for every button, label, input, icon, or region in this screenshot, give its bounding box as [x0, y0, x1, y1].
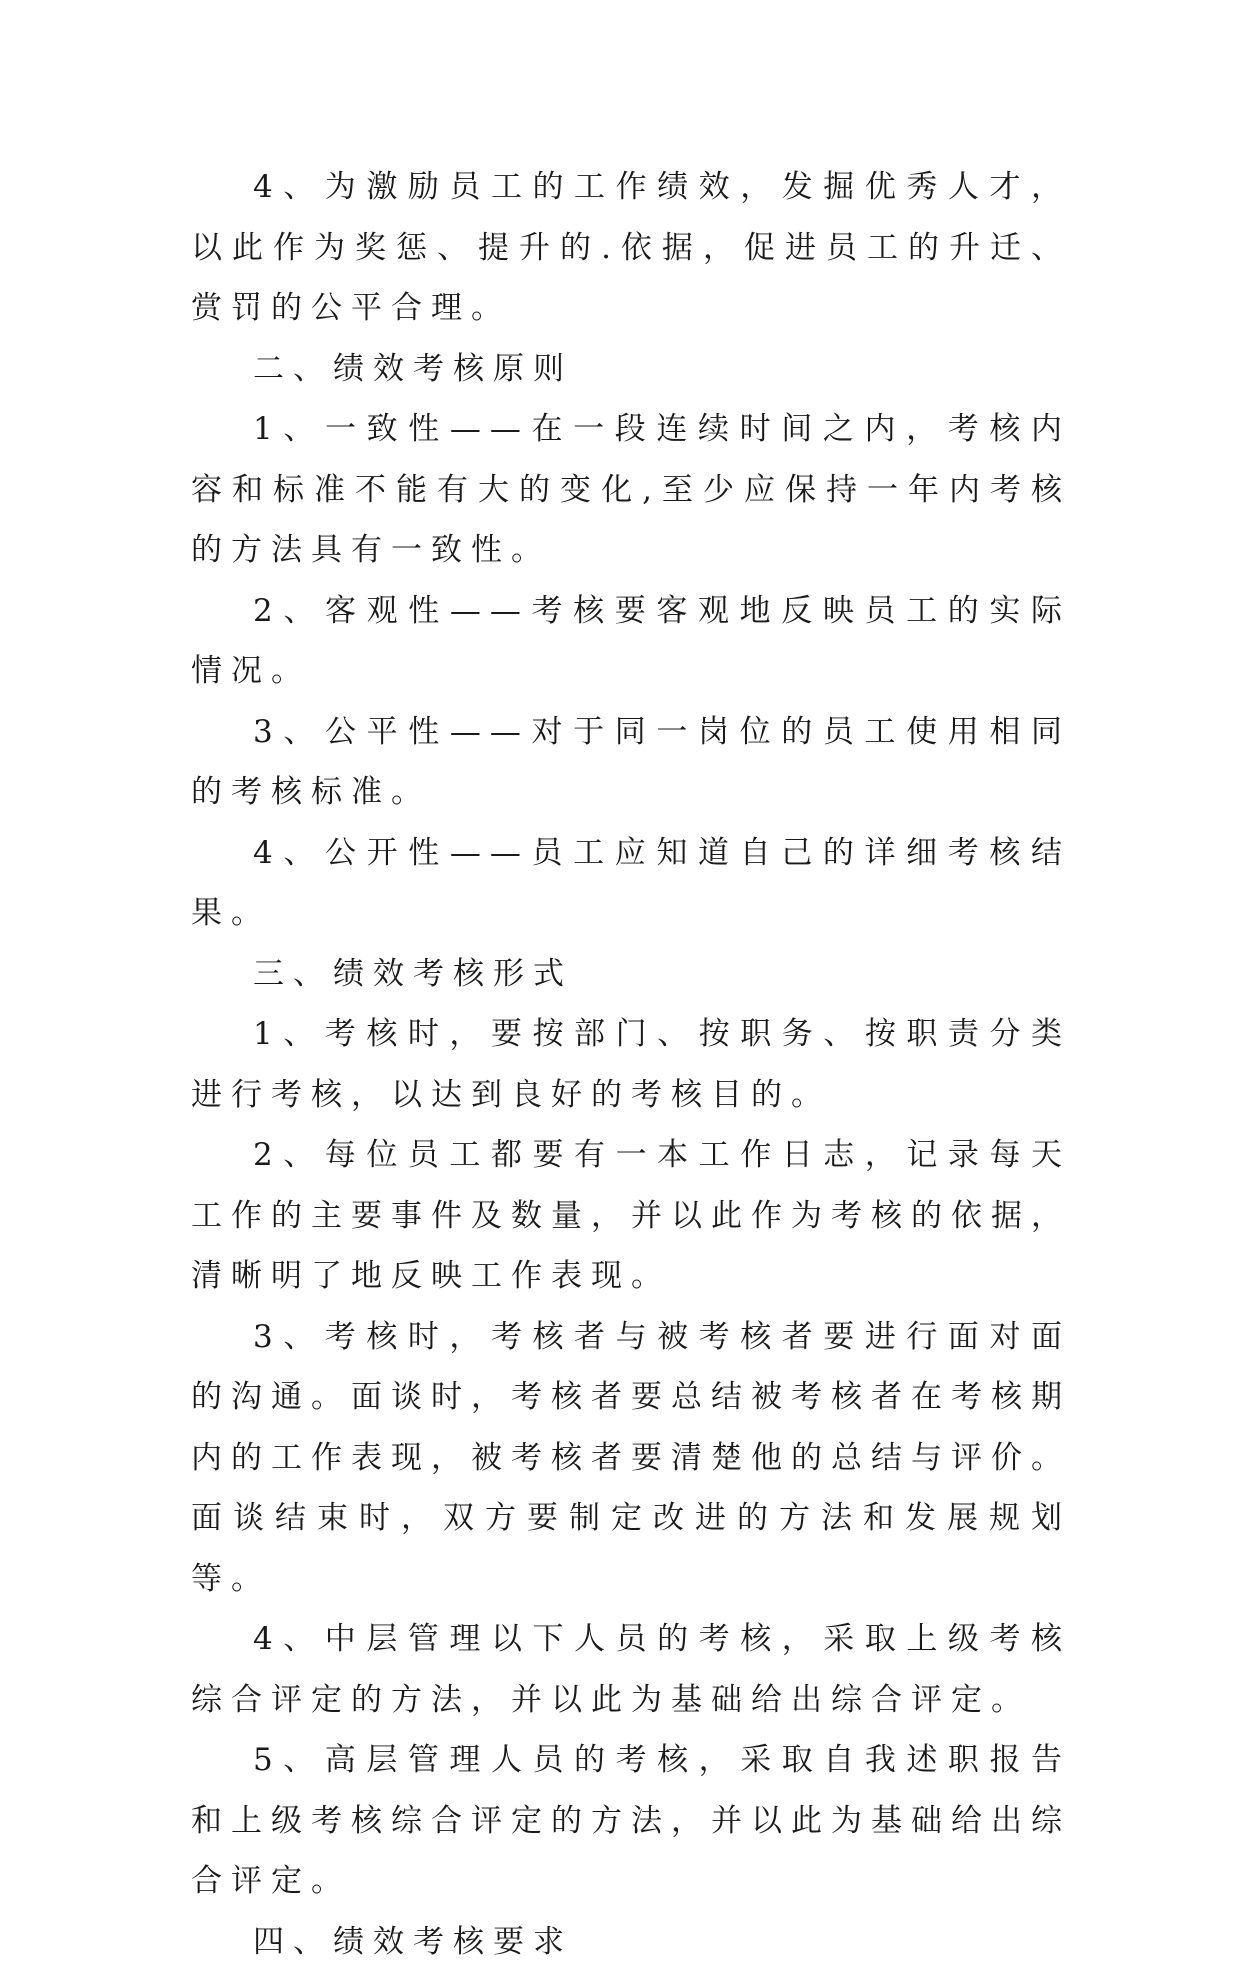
section-heading-forms: 三、绩效考核形式: [191, 944, 1071, 1005]
paragraph-form-1: 1、考核时，要按部门、按职务、按职责分类进行考核，以达到良好的考核目的。: [191, 1004, 1071, 1125]
paragraph-purpose-4: 4、为激励员工的工作绩效，发掘优秀人才，以此作为奖惩、提升的.依据，促进员工的升迁、赏罚的公平合理。: [191, 157, 1071, 339]
paragraph-form-3: 3、考核时，考核者与被考核者要进行面对面的沟通。面谈时，考核者要总结被考核者在考核期内的工作表现，被考核者要清楚他的总结与评价。面谈结束时，双方要制定改进的方法和发展规划等。: [191, 1307, 1071, 1610]
document-body: [191, 157, 1071, 1972]
paragraph-principle-openness: 4、公开性——员工应知道自己的详细考核结果。: [191, 823, 1071, 944]
paragraph-principle-objectivity: 2、客观性——考核要客观地反映员工的实际情况。: [191, 581, 1071, 702]
section-heading-principles: 二、绩效考核原则: [191, 339, 1071, 400]
paragraph-principle-consistency: 1、一致性——在一段连续时间之内，考核内容和标准不能有大的变化,至少应保持一年内考核的方法具有一致性。: [191, 399, 1071, 581]
paragraph-form-2: 2、每位员工都要有一本工作日志，记录每天工作的主要事件及数量，并以此作为考核的依据，清晰明了地反映工作表现。: [191, 1125, 1071, 1307]
section-heading-requirements: 四、绩效考核要求: [191, 1912, 1071, 1972]
paragraph-principle-fairness: 3、公平性——对于同一岗位的员工使用相同的考核标准。: [191, 702, 1071, 823]
paragraph-form-4: 4、中层管理以下人员的考核，采取上级考核综合评定的方法，并以此为基础给出综合评定。: [191, 1609, 1071, 1730]
paragraph-form-5: 5、高层管理人员的考核，采取自我述职报告和上级考核综合评定的方法，并以此为基础给出综合评定。: [191, 1730, 1071, 1912]
